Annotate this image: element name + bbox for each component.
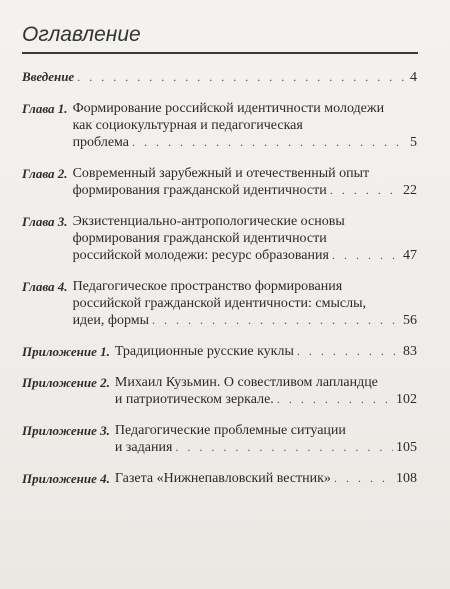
toc-entry-label: Приложение 1. xyxy=(22,344,110,359)
toc-entry-title-line: проблема xyxy=(72,135,130,150)
toc-entry-chapter-2[interactable] xyxy=(22,165,417,199)
dot-leader xyxy=(330,182,400,199)
toc-entry-last-line xyxy=(115,391,417,408)
toc-entry-title-line: как социокультурная и педагогическая xyxy=(72,118,303,133)
toc-entry-label: Глава 4. xyxy=(22,279,68,294)
toc-entry-last-line xyxy=(115,439,417,456)
toc-entry-appendix-1[interactable] xyxy=(22,343,417,360)
toc-entry-chapter-3[interactable] xyxy=(22,213,417,264)
toc-entry-last-line xyxy=(73,312,417,329)
toc-entry-title-line: Педагогическое пространство формирования xyxy=(72,279,343,294)
toc-entry-page: 47 xyxy=(403,248,417,263)
toc-entry-title-line: и патриотическом зеркале. xyxy=(114,392,274,407)
toc-entry-text xyxy=(115,422,417,456)
toc-entry-label: Глава 1. xyxy=(22,101,68,116)
toc-entry-title-line: формирования гражданской идентичности xyxy=(72,183,327,198)
toc-entry-appendix-3[interactable] xyxy=(22,422,417,456)
toc-entry-text xyxy=(73,213,417,264)
toc-entry-text xyxy=(115,374,417,408)
toc-entry-text xyxy=(73,278,417,329)
toc-entry-appendix-4[interactable] xyxy=(22,470,417,487)
toc-entry-page: 4 xyxy=(410,70,417,85)
dot-leader xyxy=(334,470,393,487)
toc-entry-text xyxy=(73,165,417,199)
toc-entry-last-line xyxy=(115,470,417,487)
toc-entry-last-line xyxy=(73,247,417,264)
toc-entry-title-line: Формирование российской идентичности молодежи xyxy=(72,101,385,116)
dot-leader xyxy=(332,247,400,264)
dot-leader xyxy=(277,391,393,408)
table-of-contents xyxy=(22,22,417,501)
toc-entry-introduction[interactable] xyxy=(22,68,417,86)
toc-entry-label: Глава 2. xyxy=(22,166,68,181)
toc-entry-label: Глава 3. xyxy=(22,214,68,229)
dot-leader xyxy=(175,439,393,456)
toc-entry-title-line: идеи, формы xyxy=(72,313,150,328)
toc-entry-title-line: Экзистенциально-антропологические основы xyxy=(72,214,345,229)
dot-leader xyxy=(77,69,404,86)
toc-entry-label: Введение xyxy=(22,69,75,84)
toc-entry-chapter-4[interactable] xyxy=(22,278,417,329)
title-underline xyxy=(22,52,418,54)
toc-entry-page: 105 xyxy=(396,440,417,455)
toc-entry-last-line xyxy=(115,343,417,360)
toc-entry-title-line: Михаил Кузьмин. О совестливом лапландце xyxy=(114,375,378,390)
toc-entry-title-line: российской молодежи: ресурс образования xyxy=(72,248,329,263)
page-title: Оглавление xyxy=(22,23,141,46)
dot-leader xyxy=(152,312,400,329)
toc-entry-label: Приложение 2. xyxy=(22,375,110,390)
toc-entry-last-line xyxy=(22,68,417,86)
dot-leader xyxy=(297,343,400,360)
toc-entry-title-line: и задания xyxy=(114,440,173,455)
toc-entry-appendix-2[interactable] xyxy=(22,374,417,408)
toc-entry-title-line: формирования гражданской идентичности xyxy=(72,231,327,246)
toc-entry-page: 5 xyxy=(410,135,417,150)
toc-entry-title-line: Современный зарубежный и отечественный опыт xyxy=(72,166,370,181)
toc-entry-title-line: Газета «Нижнепавловский вестник» xyxy=(114,471,331,486)
toc-entry-page: 22 xyxy=(403,183,417,198)
dot-leader xyxy=(132,134,404,151)
toc-entry-page: 108 xyxy=(396,471,417,486)
toc-entry-text xyxy=(22,68,417,86)
toc-entry-label: Приложение 3. xyxy=(22,423,110,438)
toc-entry-last-line xyxy=(73,182,417,199)
toc-entry-page: 83 xyxy=(403,344,417,359)
toc-entry-last-line xyxy=(73,134,417,151)
toc-entry-label: Приложение 4. xyxy=(22,471,110,486)
toc-entry-text xyxy=(115,470,417,487)
toc-entry-page: 56 xyxy=(403,313,417,328)
toc-entry-title-line: Традиционные русские куклы xyxy=(114,344,294,359)
toc-entry-chapter-1[interactable] xyxy=(22,100,417,151)
toc-entry-text xyxy=(115,343,417,360)
toc-entry-page: 102 xyxy=(396,392,417,407)
toc-entry-title-line: Педагогические проблемные ситуации xyxy=(114,423,346,438)
toc-entry-text xyxy=(73,100,417,151)
toc-entry-title-line: российской гражданской идентичности: смыслы, xyxy=(72,296,366,311)
